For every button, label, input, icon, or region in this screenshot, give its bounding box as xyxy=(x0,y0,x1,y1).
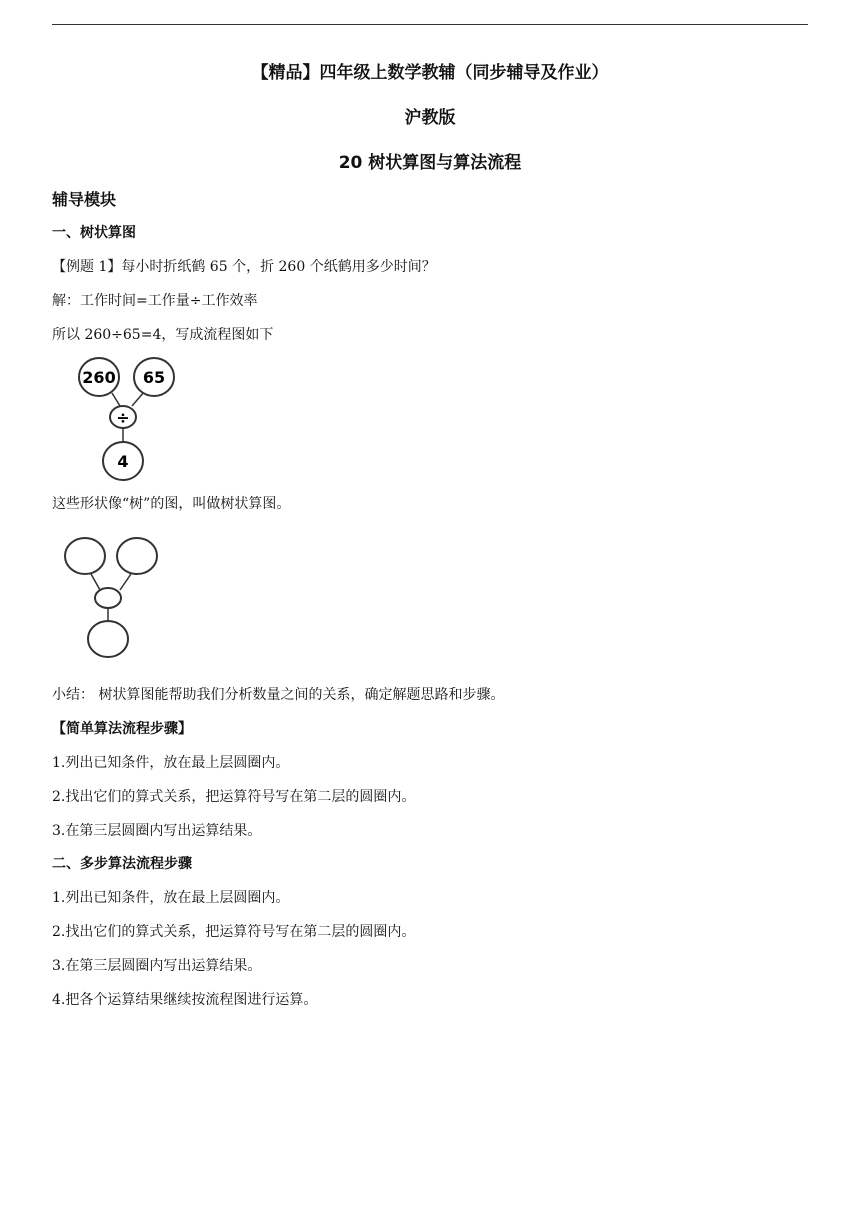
tree-diagram-empty xyxy=(60,532,165,664)
empty-node-result xyxy=(88,621,128,657)
solution-text: 解：工作时间=工作量÷工作效率 xyxy=(52,293,258,309)
multi-step-4: 4.把各个运算结果继续按流程图进行运算。 xyxy=(52,992,318,1008)
summary-text: 小结： 树状算图能帮助我们分析数量之间的关系，确定解题思路和步骤。 xyxy=(52,687,505,703)
tree-diagram-example xyxy=(70,352,185,484)
edition-label: 沪教版 xyxy=(404,108,456,128)
multi-step-3: 3.在第三层圆圈内写出运算结果。 xyxy=(52,958,262,974)
empty-node-right xyxy=(117,538,157,574)
tree-right-value: 65 xyxy=(142,368,166,387)
chapter-title: 20 树状算图与算法流程 xyxy=(338,153,522,173)
multi-step-1: 1.列出已知条件，放在最上层圆圈内。 xyxy=(52,890,290,906)
simple-step-3: 3.在第三层圆圈内写出运算结果。 xyxy=(52,823,262,839)
example-1-text: 【例题 1】每小时折纸鹤 65 个，折 260 个纸鹤用多少时间？ xyxy=(52,259,436,275)
empty-node-left xyxy=(65,538,105,574)
multi-steps-heading: 二、多步算法流程步骤 xyxy=(52,856,192,872)
tree-description: 这些形状像“树”的图，叫做树状算图。 xyxy=(52,496,291,512)
tree-left-value: 260 xyxy=(82,368,116,387)
section-1-heading: 一、树状算图 xyxy=(52,225,136,241)
empty-node-operator xyxy=(95,588,121,608)
tree-operator-value: ÷ xyxy=(116,408,130,427)
tree-result-value: 4 xyxy=(117,452,129,471)
document-title: 【精品】四年级上数学教辅（同步辅导及作业） xyxy=(251,63,609,83)
header-rule xyxy=(52,24,808,25)
multi-step-2: 2.找出它们的算式关系，把运算符号写在第二层的圆圈内。 xyxy=(52,924,416,940)
so-text: 所以 260÷65=4，写成流程图如下 xyxy=(52,327,274,343)
module-title: 辅导模块 xyxy=(52,190,117,209)
simple-step-1: 1.列出已知条件，放在最上层圆圈内。 xyxy=(52,755,290,771)
simple-steps-heading: 【简单算法流程步骤】 xyxy=(52,721,192,737)
simple-step-2: 2.找出它们的算式关系，把运算符号写在第二层的圆圈内。 xyxy=(52,789,416,805)
